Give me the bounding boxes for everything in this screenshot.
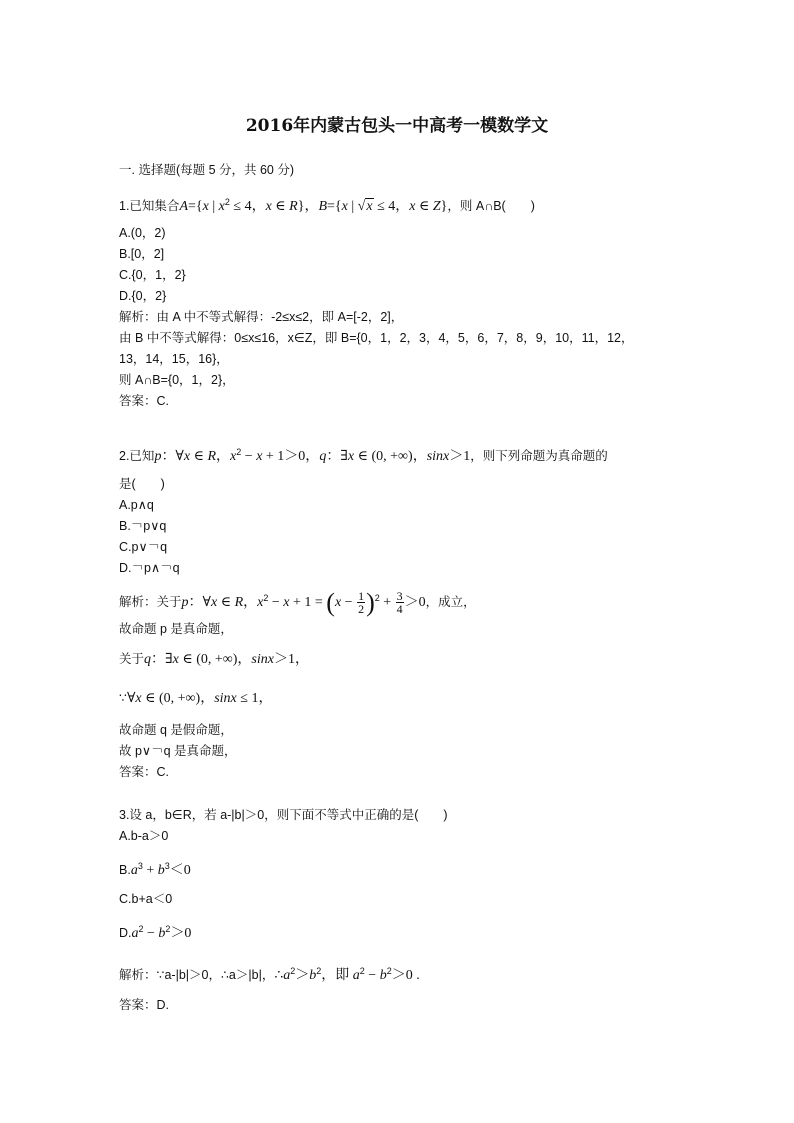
- q1-option-c: C.{0，1，2}: [119, 268, 186, 282]
- q3-option-b: $B.a^3 + b^3<0$: [119, 861, 191, 879]
- q2-stem-line2: 是( ): [119, 477, 165, 491]
- q1-stem-suffix: ，则 A∩B( ): [447, 199, 535, 214]
- q3-option-a: A.b-a＞0: [119, 829, 169, 843]
- q2-option-d: D.￢p∧￢q: [119, 561, 180, 575]
- q3-option-b-prefix: B.: [119, 863, 131, 878]
- q2-p-true: 故命题 p 是真命题，: [119, 622, 233, 636]
- q3-option-d: $D.a^2 - b^2>0$: [119, 924, 192, 942]
- q1-analysis-line: 则 A∩B={0，1，2}，: [119, 373, 235, 387]
- q3-analysis-prefix: 解析：∵a-|b|＞0，∴a＞|b|，: [119, 968, 275, 983]
- q2-because-symbol: ∵: [119, 691, 127, 705]
- q2-option-a: A.p∧q: [119, 498, 154, 512]
- q3-stem: 3.设 a，b∈R，若 a-|b|＞0，则下面不等式中正确的是( ): [119, 808, 448, 822]
- q3-answer: 答案：D.: [119, 998, 170, 1012]
- q1-stem: 1.已知集合A={x | $x^2 \le 4$，x ∈ R}，B={x | √x ≤ 4，x ∈ Z}，则 A∩B( ): [119, 197, 535, 215]
- q2-because: ∵∀x ∈ (0, +∞)，sinx ≤ 1，: [119, 691, 273, 706]
- q2-about-q: 关于q：∃x ∈ (0, +∞)，sinx＞1，: [119, 652, 309, 667]
- q1-option-a: A.(0，2): [119, 226, 166, 240]
- q1-set-b-formula: B: [318, 199, 328, 215]
- q2-analysis-prefix: 解析：关于: [119, 595, 182, 610]
- q2-stem: 2.已知p：∀x ∈ R，$x^2 - x + 1>0$，q：∃x ∈ (0, +∞)，sinx＞1，则下列命题为真命题的: [119, 447, 608, 465]
- q1-analysis-line: 13，14，15，16}，: [119, 352, 229, 366]
- q2-option-b: B.￢p∨q: [119, 519, 167, 533]
- section-heading: 一. 选择题(每题 5 分，共 60 分): [119, 163, 295, 177]
- q2-stem-suffix: ，则下列命题为真命题的: [470, 449, 608, 464]
- q1-set-a-formula: A: [179, 199, 188, 215]
- q2-conclusion: 故 p∨￢q 是真命题，: [119, 744, 237, 758]
- q2-analysis-suffix: ，成立，: [425, 595, 476, 610]
- q1-option-d: D.{0，2}: [119, 289, 167, 303]
- q1-stem-prefix: 1.已知集合: [119, 199, 180, 214]
- q1-answer: 答案：C.: [119, 394, 170, 408]
- q2-answer: 答案：C.: [119, 765, 170, 779]
- q3-option-d-prefix: D.: [119, 926, 132, 941]
- q1-option-b: B.[0，2]: [119, 247, 165, 261]
- q2-about-q-prefix: 关于: [119, 652, 145, 666]
- q2-analysis-formula: p: [181, 595, 189, 611]
- q2-option-c: C.p∨￢q: [119, 540, 168, 554]
- q3-analysis: 解析：∵a-|b|＞0，∴a＞|b|，$\therefore a^2>b^2$，即 $a^2 - b^2>0$ .: [119, 966, 420, 984]
- q3-option-c: C.b+a＜0: [119, 892, 173, 906]
- q2-analysis: 解析：关于p：∀x ∈ R，$x^2 - x + 1 = (x$ − $\frac{1}{2}$ )$^2$ + $\frac{3}{4}$ ＞0，成立，: [119, 587, 476, 617]
- q1-analysis-line: 由 B 中不等式解得：0≤x≤16，x∈Z，即 B={0，1，2，3，4，5，6，7，8，9，10，11，12，: [119, 331, 634, 345]
- q2-q-false: 故命题 q 是假命题，: [119, 723, 233, 737]
- page-title: 2016年内蒙古包头一中高考一模数学文: [245, 116, 549, 136]
- q2-premise-formula: p: [154, 449, 162, 465]
- q1-analysis-line: 解析：由 A 中不等式解得：-2≤x≤2，即 A=[-2，2]，: [119, 310, 404, 324]
- q2-stem-prefix: 2.已知: [119, 449, 155, 464]
